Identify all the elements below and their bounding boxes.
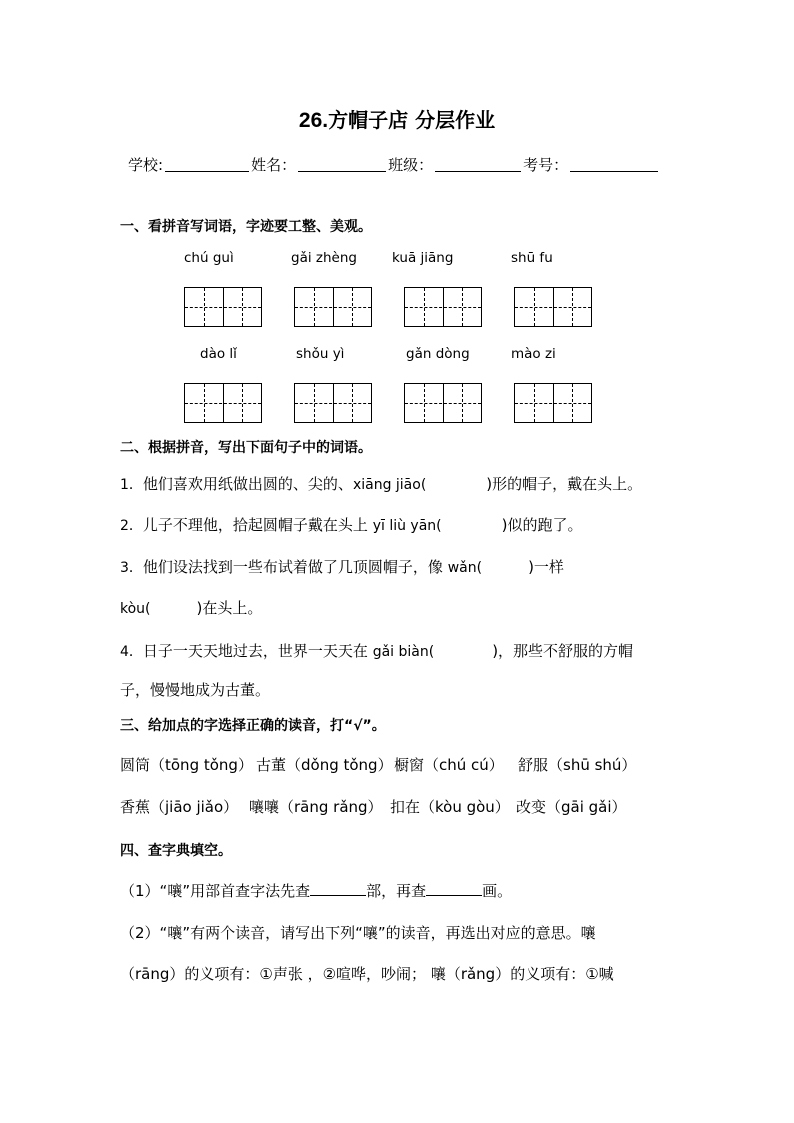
question-2-3-cont: kòu( )在头上。 — [120, 599, 263, 617]
reading-choice[interactable]: 扣在（kòu gòu） — [390, 798, 510, 816]
page-title — [0, 104, 794, 133]
reading-choice[interactable]: 橱窗（chú cú） — [394, 756, 504, 774]
pinyin-2-4: mào zi — [511, 346, 556, 362]
name-blank[interactable] — [298, 170, 386, 172]
class-blank[interactable] — [435, 170, 521, 172]
writing-grid[interactable] — [514, 383, 592, 423]
section3-heading: 三、给加点的字选择正确的读音，打“√”。 — [120, 718, 386, 734]
reading-choice[interactable]: 嚷嚷（rāng rǎng） — [249, 798, 383, 816]
writing-grid[interactable] — [184, 383, 262, 423]
pinyin-1-4: shū fu — [511, 250, 553, 266]
writing-grid[interactable] — [514, 287, 592, 327]
question-2-3: 3．他们设法找到一些布试着做了几顶圆帽子，像 wǎn( )一样 — [120, 558, 564, 576]
question-4-2-cont: （rāng）的义项有：①声张 ，②喧哗，吵闹； 嚷（rǎng）的义项有：①喊 — [120, 965, 614, 983]
student-info-line — [128, 154, 660, 175]
writing-grid[interactable] — [184, 287, 262, 327]
reading-choice[interactable]: 香蕉（jiāo jiǎo） — [120, 798, 239, 816]
section2-heading: 二、根据拼音，写出下面句子中的词语。 — [120, 440, 372, 456]
section4-heading: 四、查字典填空。 — [120, 843, 232, 859]
pinyin-1-3: kuā jiāng — [392, 250, 454, 266]
writing-grid[interactable] — [294, 383, 372, 423]
answer-blank[interactable] — [426, 894, 482, 896]
pinyin-2-2: shǒu yì — [296, 346, 345, 362]
question-2-4-cont: 子，慢慢地成为古董。 — [120, 681, 271, 699]
pinyin-1-1: chú guì — [184, 250, 234, 266]
class-label: 班级： — [388, 156, 434, 174]
pinyin-1-2: gǎi zhèng — [291, 250, 357, 266]
reading-choice[interactable]: 改变（gāi gǎi） — [516, 798, 627, 816]
school-label: 学校: — [128, 156, 164, 174]
question-2-1: 1．他们喜欢用纸做出圆的、尖的、xiāng jiāo( )形的帽子，戴在头上。 — [120, 475, 643, 493]
question-4-1: （1）“嚷”用部首查字法先查 部，再查 画。 — [120, 882, 513, 900]
question-4-2: （2）“嚷”有两个读音，请写出下列“嚷”的读音，再选出对应的意思。嚷 — [120, 924, 596, 942]
section1-heading: 一、看拼音写词语，字迹要工整、美观。 — [120, 219, 372, 235]
name-label: 姓名： — [251, 156, 297, 174]
title-text: 方帽子店 分层作业 — [328, 108, 496, 132]
writing-grid[interactable] — [404, 287, 482, 327]
pinyin-2-3: gǎn dòng — [406, 346, 470, 362]
exam-no-blank[interactable] — [570, 170, 658, 172]
pinyin-2-1: dào lǐ — [200, 346, 237, 362]
title-number: 26. — [298, 109, 329, 132]
school-blank[interactable] — [165, 170, 249, 172]
answer-blank[interactable] — [310, 894, 366, 896]
reading-choice[interactable]: 圆筒（tōng tǒng） — [120, 756, 253, 774]
exam-no-label: 考号： — [523, 156, 569, 174]
writing-grid[interactable] — [294, 287, 372, 327]
reading-choice[interactable]: 古董（dǒng tǒng） — [256, 756, 393, 774]
question-2-2: 2．儿子不理他，拾起圆帽子戴在头上 yī liù yān( )似的跑了。 — [120, 516, 583, 534]
question-2-4: 4．日子一天天地过去，世界一天天在 gǎi biàn( )，那些不舒服的方帽 — [120, 642, 634, 660]
reading-choice[interactable]: 舒服（shū shú） — [518, 756, 637, 774]
writing-grid[interactable] — [404, 383, 482, 423]
